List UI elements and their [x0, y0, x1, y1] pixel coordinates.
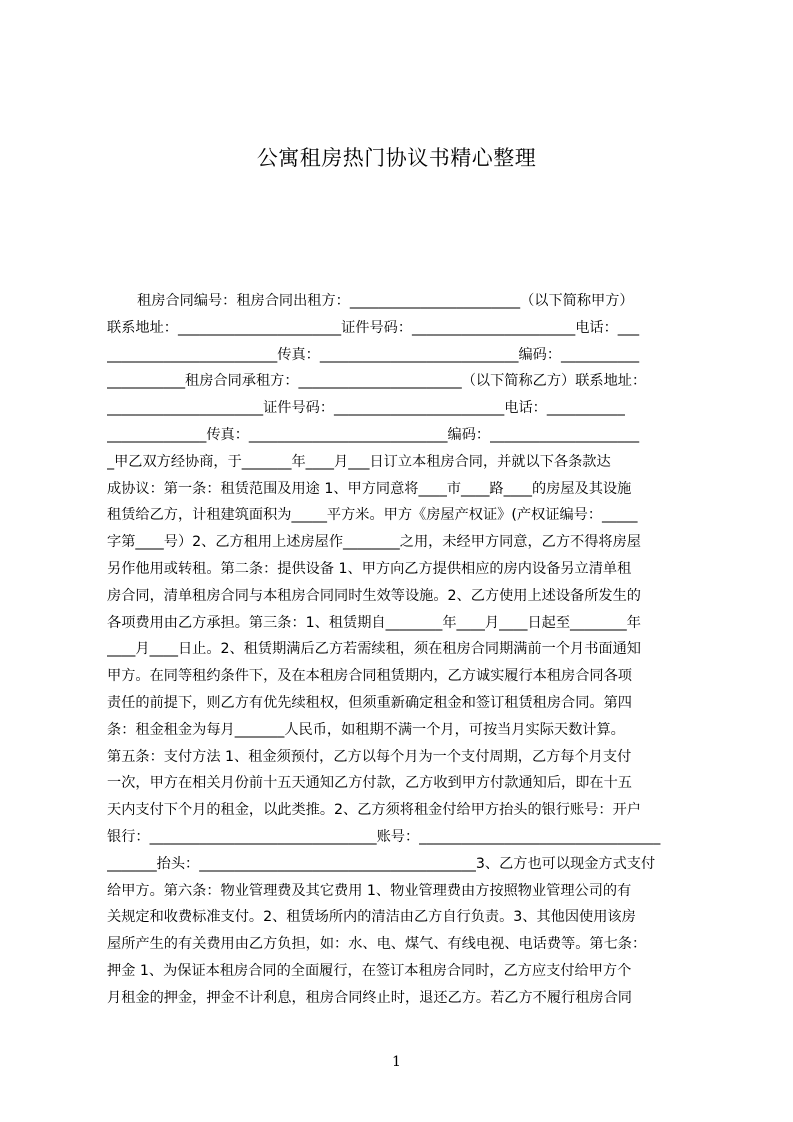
text-line: 给甲方。第六条：物业管理费及其它费用 1、物业管理费由方按照物业管理公司的有 [107, 882, 632, 899]
text-line: 月租金的押金，押金不计利息，租房合同终止时，退还乙方。若乙方不履行租房合同 [107, 989, 632, 1006]
text-line: 关规定和收费标准支付。2、租赁场所内的清洁由乙方自行负责。3、其他因使用该房 [107, 909, 636, 926]
text-line: ___________租房合同承租方：_______________________（以下简称乙方）联系地址： [107, 373, 647, 390]
text-line: _______抬头：_______________________________________3、乙方也可以现金方式支付 [107, 855, 656, 872]
text-line: 责任的前提下，则乙方有优先续租权，但须重新确定租金和签订租赁租房合同。第四 [107, 694, 632, 711]
text-line: 银行：________________________________账号：__________________________________ [107, 828, 661, 845]
text-line: 房合同，清单租房合同与本租房合同同时生效等设施。2、乙方使用上述设备所发生的 [107, 587, 641, 604]
text-line: 一次，甲方在相关月份前十五天通知乙方付款，乙方收到甲方付款通知后，即在十五 [107, 775, 632, 792]
text-line: 押金 1、为保证本租房合同的全面履行，在签订本租房合同时，乙方应支付给甲方个 [107, 962, 632, 979]
text-line: 第五条：支付方法 1、租金须预付，乙方以每个月为一个支付周期，乙方每个月支付 [107, 748, 632, 765]
document-title: 公寓租房热门协议书精心整理 [256, 146, 537, 170]
text-line: 成协议：第一条：租赁范围及用途 1、甲方同意将____市____路____的房屋及其设施 [107, 480, 632, 497]
text-line: 天内支付下个月的租金，以此类推。2、乙方须将租金付给甲方抬头的银行账号：开户 [107, 802, 641, 819]
text-line: ______________________证件号码：________________________电话：___________ [107, 400, 625, 417]
text-line: 屋所产生的有关费用由乙方负担，如：水、电、煤气、有线电视、电话费等。第七条： [107, 936, 647, 953]
text-line: ________________________传真：____________________________编码：___________ [107, 346, 640, 363]
contract-body [107, 288, 697, 1048]
text-line: 租赁给乙方，计租建筑面积为_____平方米。甲方《房屋产权证》(产权证编号：_____ [107, 507, 638, 524]
text-line: 甲方。在同等租约条件下，及在本租房合同租赁期内，乙方诚实履行本租房合同各项 [107, 668, 632, 685]
text-line: 各项费用由乙方承担。第三条：1、租赁期自________年____月____日起至________年 [107, 614, 641, 631]
text-line: 字第____号）2、乙方租用上述房屋作________之用，未经甲方同意，乙方不得将房屋 [107, 534, 641, 551]
text-line: 租房合同编号：租房合同出租方：________________________（以下简称甲方） [137, 293, 634, 309]
text-line: 联系地址：_______________________证件号码：_______________________电话：___ [107, 319, 640, 336]
text-line: 条：租金租金为每月_______人民币，如租期不满一个月，可按当月实际天数计算。 [107, 721, 625, 738]
text-line: _甲乙双方经协商，于_______年____月___日订立本租房合同，并就以下各条款达 [107, 453, 611, 470]
text-line: 另作他用或转租。第二条：提供设备 1、甲方向乙方提供相应的房内设备另立清单租 [107, 560, 632, 577]
text-line: ______________传真：____________________________编码：_____________________ [107, 426, 640, 443]
page-number: 1 [392, 1054, 401, 1070]
text-line: ____月____日止。2、租赁期满后乙方若需续租，须在租房合同期满前一个月书面通知 [107, 641, 641, 658]
